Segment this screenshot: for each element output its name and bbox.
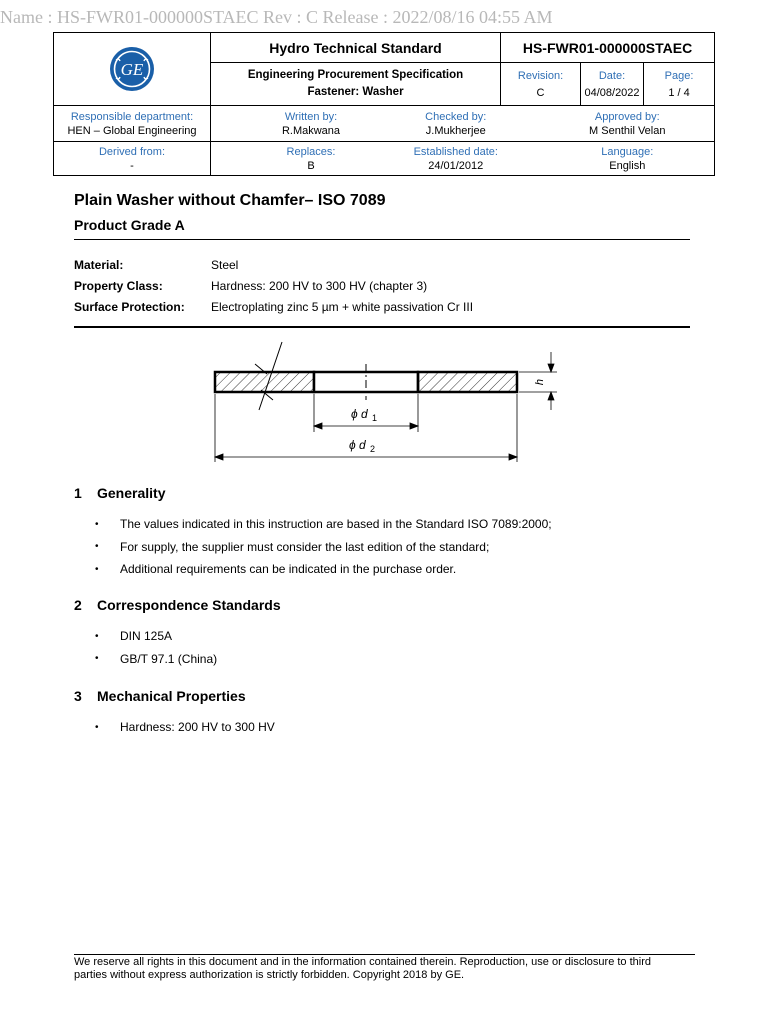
- properties-block: [74, 254, 473, 317]
- established-date-value: 24/01/2012: [428, 159, 484, 172]
- list-item: [95, 513, 552, 536]
- checked-by-label: Checked by:: [425, 110, 487, 123]
- d1-subscript: 1: [372, 413, 378, 423]
- responsible-dept-value: HEN – Global Engineering: [67, 124, 197, 137]
- section-heading: [74, 688, 246, 704]
- checked-by-value: J.Mukherjee: [425, 124, 486, 137]
- property-row: [74, 275, 473, 296]
- property-key: Surface Protection:: [74, 299, 185, 314]
- page-value: 1 / 4: [668, 86, 690, 99]
- derived-from-label: Derived from:: [98, 145, 166, 158]
- property-row: [74, 296, 473, 317]
- derived-from-value: -: [130, 159, 134, 172]
- title-divider: [74, 239, 690, 240]
- bullet: •: [95, 563, 99, 575]
- section-number: 1: [74, 485, 82, 501]
- list-item: [95, 648, 217, 671]
- ge-logo-text: GE: [120, 60, 144, 79]
- list-item: [95, 625, 217, 648]
- replaces-cell: [211, 142, 501, 176]
- bullet: •: [95, 630, 99, 642]
- spec-line-1: Engineering Procurement Specification: [247, 69, 464, 81]
- bullet: •: [95, 653, 99, 665]
- footer-divider: [74, 954, 695, 955]
- spec-title: [211, 63, 501, 106]
- section-heading: [74, 485, 165, 501]
- language-value: English: [609, 159, 646, 172]
- revision-cell: [501, 63, 581, 106]
- logo-cell: [54, 33, 211, 106]
- section-number: 3: [74, 688, 82, 704]
- page-cell: [644, 63, 715, 106]
- responsible-dept-label: Responsible department:: [70, 110, 194, 123]
- section-title: Correspondence Standards: [97, 597, 281, 613]
- doc-number: HS-FWR01-000000STAEC: [501, 33, 715, 63]
- washer-section-left: [215, 372, 314, 392]
- properties-divider: [74, 326, 690, 328]
- bullet-list: [95, 625, 217, 670]
- document-header: [53, 32, 715, 176]
- watermark: Name : HS-FWR01-000000STAEC Rev : C Release : 2022/08/16 04:55 AM: [0, 7, 553, 27]
- written-by-label: Written by:: [284, 110, 338, 123]
- footer-line-1: We reserve all rights in this document and in the information contained therein. Reproduction, use or disclosure to third: [74, 956, 651, 968]
- bullet-list: [95, 716, 275, 739]
- established-date-label: Established date:: [413, 145, 498, 158]
- property-value: Steel: [211, 257, 239, 272]
- written-by-value: R.Makwana: [281, 124, 341, 137]
- list-item-text: The values indicated in this instruction are based in the Standard ISO 7089:2000;: [120, 517, 552, 532]
- language-cell: [501, 142, 715, 176]
- language-label: Language:: [601, 145, 654, 158]
- list-item-text: For supply, the supplier must consider the last edition of the standard;: [120, 539, 490, 554]
- d2-dimension: [215, 394, 517, 462]
- list-item-text: Additional requirements can be indicated in the purchase order.: [120, 562, 457, 577]
- section-title: Mechanical Properties: [97, 688, 246, 704]
- written-by-cell: [211, 106, 501, 142]
- bullet: •: [95, 721, 99, 733]
- revision-label: Revision:: [517, 69, 564, 82]
- section-heading: [74, 597, 281, 613]
- date-label: Date:: [598, 69, 626, 82]
- spec-line-2: Fastener: Washer: [307, 86, 404, 98]
- d1-label: ϕ d: [351, 407, 368, 421]
- approved-by-label: Approved by:: [594, 110, 660, 123]
- page-title: Plain Washer without Chamfer– ISO 7089: [74, 192, 386, 209]
- replaces-label: Replaces:: [286, 145, 336, 158]
- responsible-dept-cell: [54, 106, 211, 142]
- list-item: [95, 558, 552, 581]
- washer-section-right: [418, 372, 517, 392]
- ge-logo-icon: [109, 46, 155, 92]
- page-subtitle: Product Grade A: [74, 217, 185, 233]
- footer-notice: [74, 956, 704, 982]
- list-item-text: GB/T 97.1 (China): [120, 651, 218, 666]
- doc-type: Hydro Technical Standard: [211, 33, 501, 63]
- property-row: [74, 254, 473, 275]
- date-value: 04/08/2022: [584, 86, 640, 99]
- bullet: •: [95, 518, 99, 530]
- property-key: Material:: [74, 257, 124, 272]
- section-title: Generality: [97, 485, 166, 501]
- d2-subscript: 2: [370, 444, 376, 454]
- h-label: h: [534, 378, 546, 386]
- derived-from-cell: [54, 142, 211, 176]
- list-item-text: DIN 125A: [120, 629, 173, 644]
- property-value: Hardness: 200 HV to 300 HV (chapter 3): [211, 278, 428, 293]
- list-item-text: Hardness: 200 HV to 300 HV: [120, 720, 275, 735]
- property-key: Property Class:: [74, 278, 163, 293]
- bullet: •: [95, 541, 99, 553]
- approved-by-value: M Senthil Velan: [589, 124, 666, 137]
- property-value: Electroplating zinc 5 µm + white passivation Cr III: [211, 299, 474, 314]
- approved-by-cell: [501, 106, 715, 142]
- date-cell: [581, 63, 644, 106]
- replaces-value: B: [307, 159, 315, 172]
- section-number: 2: [74, 597, 82, 613]
- d2-label: ϕ d: [349, 438, 366, 452]
- list-item: [95, 716, 275, 739]
- revision-value: C: [536, 86, 545, 99]
- list-item: [95, 536, 552, 559]
- page-label: Page:: [664, 69, 694, 82]
- washer-drawing: [205, 338, 575, 468]
- bullet-list: [95, 513, 552, 581]
- footer-line-2: parties without express authorization is strictly forbidden. Copyright 2018 by GE.: [74, 969, 465, 981]
